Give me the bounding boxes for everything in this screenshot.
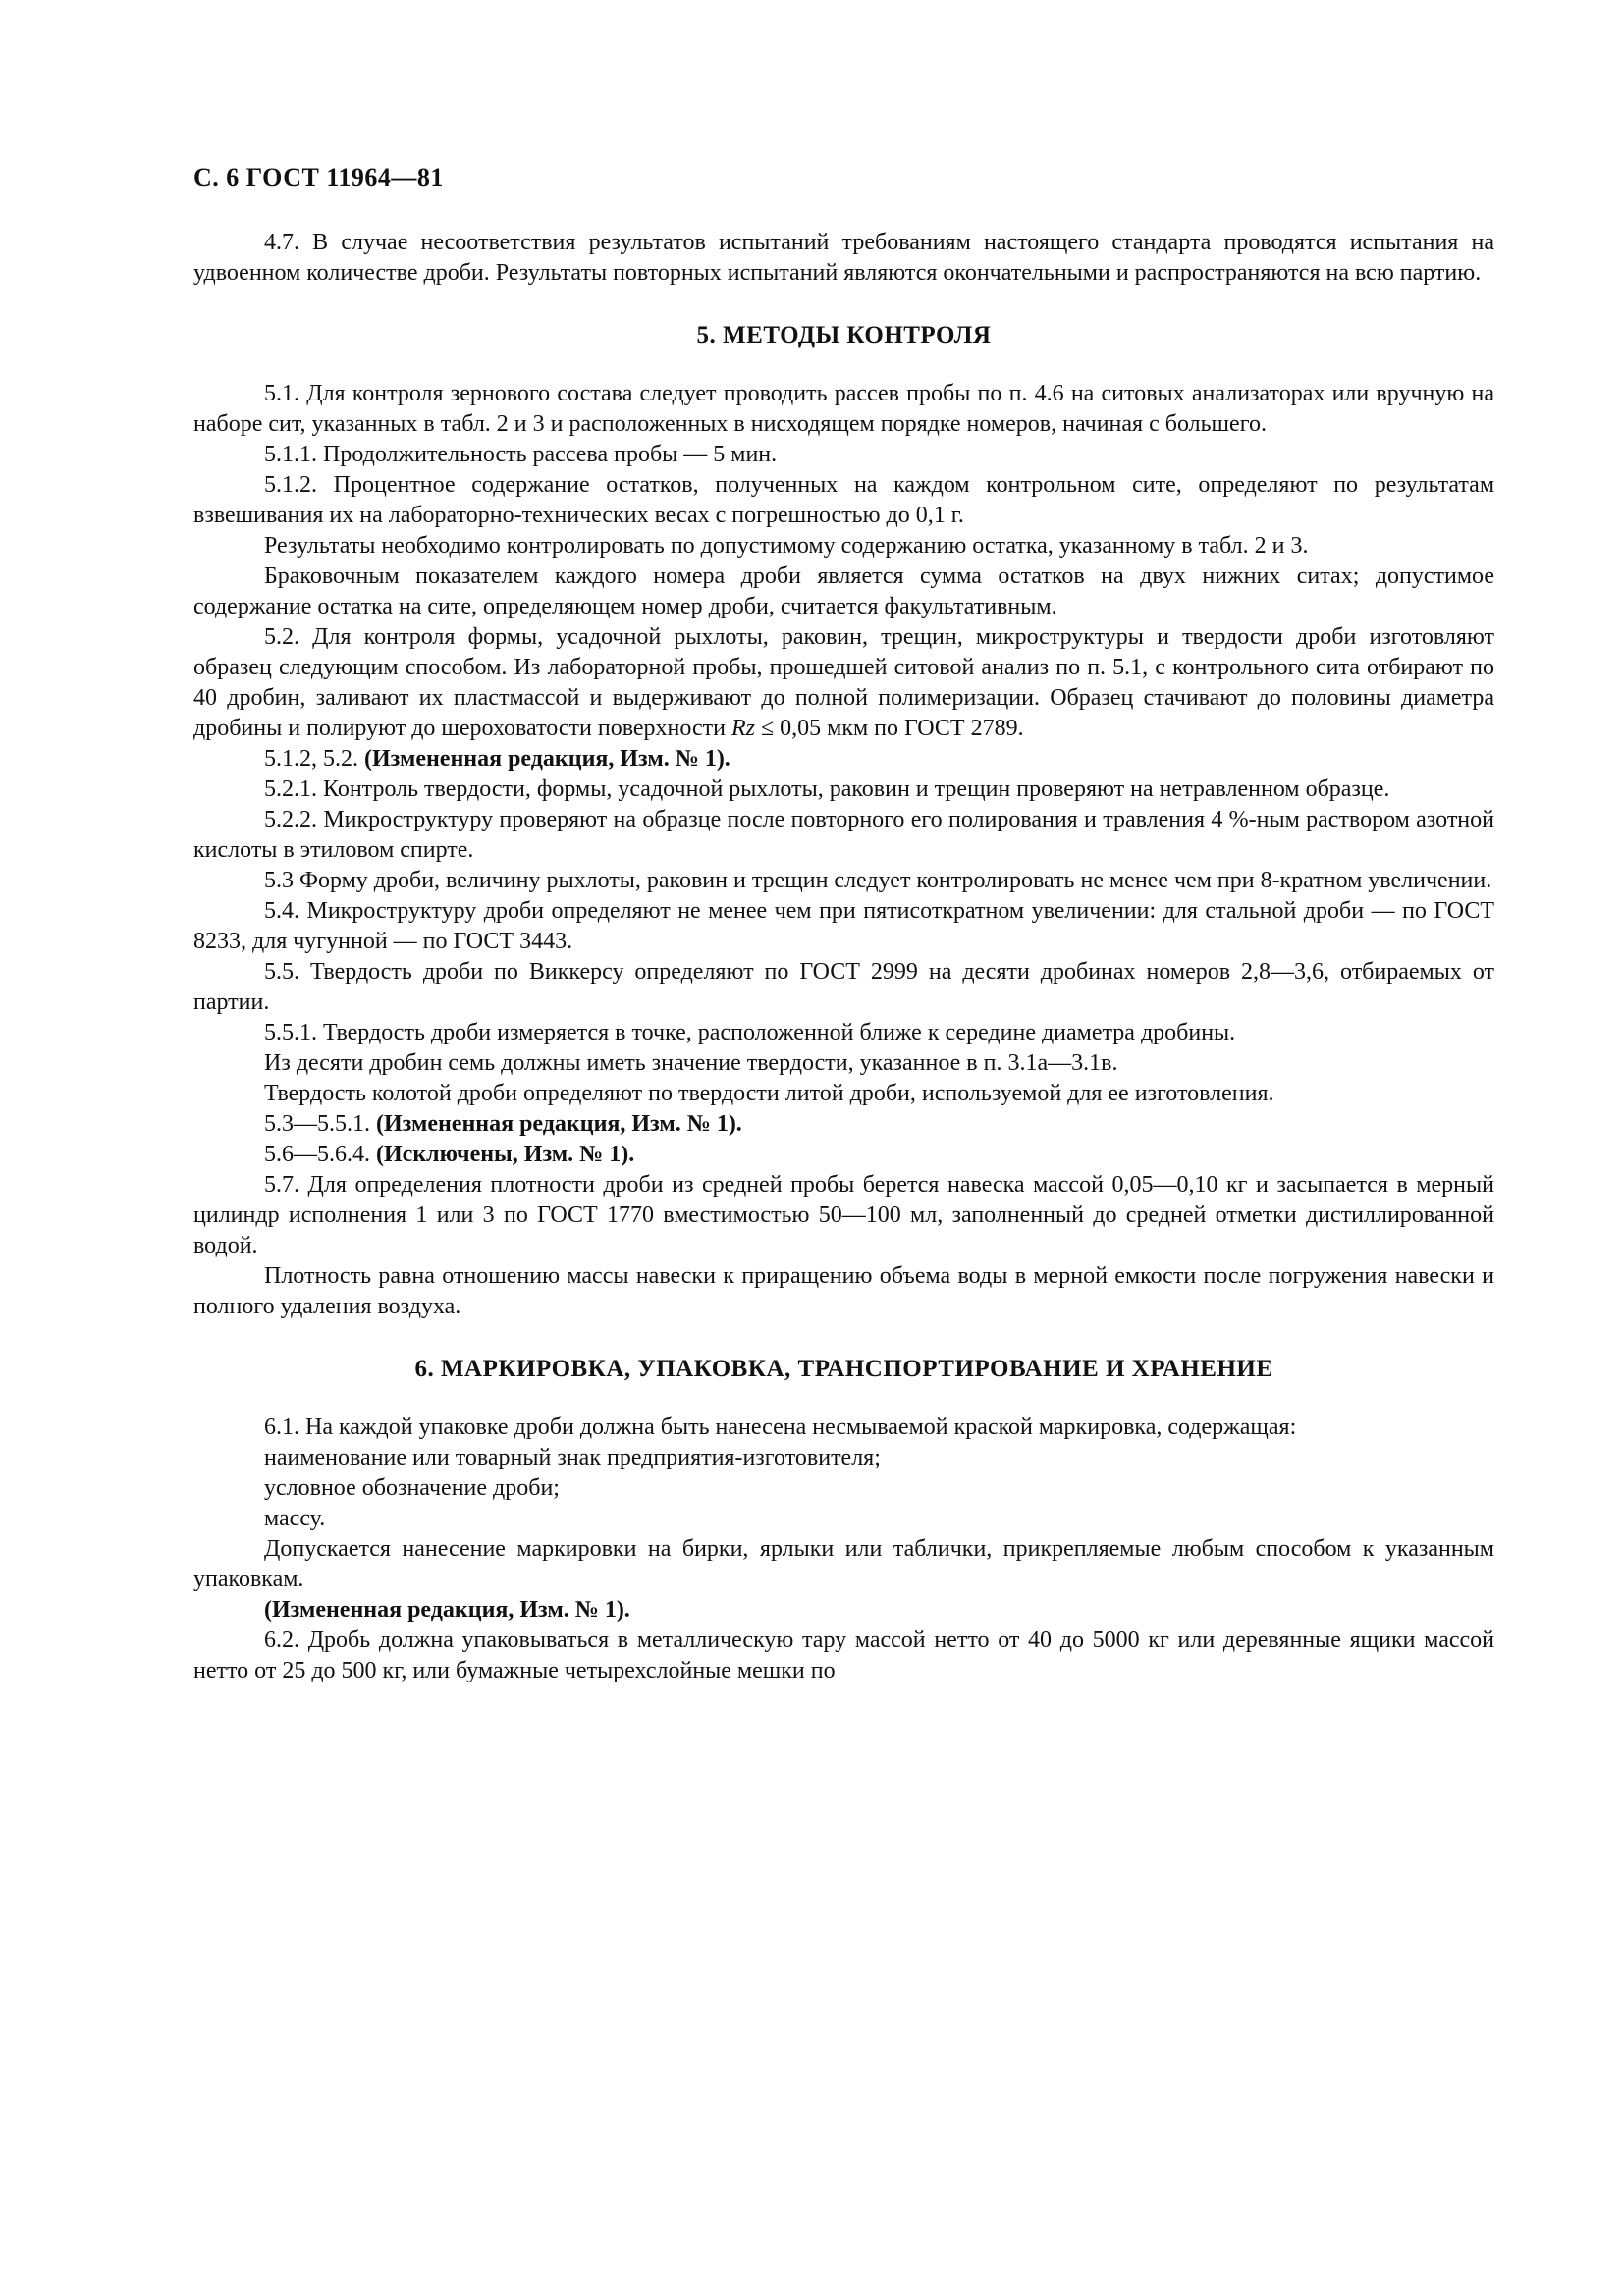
- paragraph-5-2-text: 5.2. Для контроля формы, усадочной рыхлоты, раковин, трещин, микроструктуры и твердости дроби изготовляют образец следующим способом. Из лабораторной пробы, прошедшей ситовой анализ по п. 5.1, с контрольного сита отбирают по 40 дробин, заливают их пластмассой и выдерживают до полной полимеризации. Образец стачивают до половины диаметра дробины и полируют до шероховатости поверхности: [193, 624, 1494, 741]
- paragraph-5-3: 5.3 Форму дроби, величину рыхлоты, раковин и трещин следует контролировать не менее чем при 8-кратном увеличении.: [264, 868, 1492, 893]
- paragraph-density: Плотность равна отношению массы навески к приращению объема воды в мерной емкости после погружения навески и полного удаления воздуха.: [193, 1263, 1494, 1319]
- amendment-note-3: [193, 1140, 1494, 1170]
- paragraph-results: Результаты необходимо контролировать по допустимому содержанию остатка, указанному в табл. 2 и 3.: [264, 533, 1309, 559]
- marking-item-1: наименование или товарный знак предприятия-изготовителя;: [264, 1445, 881, 1470]
- paragraph-6-2: 6.2. Дробь должна упаковываться в металлическую тару массой нетто от 40 до 5000 кг или деревянные ящики массой нетто от 25 до 500 кг, или бумажные четырехслойные мешки по: [193, 1628, 1494, 1683]
- paragraph-5-2-tail: ≤ 0,05 мкм по ГОСТ 2789.: [754, 716, 1024, 741]
- section-5-title: 5. МЕТОДЫ КОНТРОЛЯ: [696, 322, 992, 348]
- page-header: С. 6 ГОСТ 11964—81: [193, 163, 444, 191]
- paragraph-5-5: 5.5. Твердость дроби по Виккерсу определяют по ГОСТ 2999 на десяти дробинах номеров 2,8—3,6, отбираемых от партии.: [193, 959, 1494, 1015]
- paragraph-5-7: 5.7. Для определения плотности дроби из средней пробы берется навеска массой 0,05—0,10 кг и засыпается в мерный цилиндр исполнения 1 или 3 по ГОСТ 1770 вместимостью 50—100 мл, заполненный до средней отметки дистиллированной водой.: [193, 1172, 1494, 1258]
- amendment-2-clauses: 5.3—5.5.1.: [264, 1111, 370, 1137]
- paragraph-6-1: 6.1. На каждой упаковке дроби должна быть нанесена несмываемой краской маркировка, содержащая:: [264, 1415, 1297, 1440]
- paragraph-5-1: 5.1. Для контроля зернового состава следует проводить рассев пробы по п. 4.6 на ситовых анализаторах или вручную на наборе сит, указанных в табл. 2 и 3 и расположенных в нисходящем порядке номеров, начиная с большего.: [193, 381, 1494, 437]
- page-content: [193, 228, 1494, 1686]
- amendment-note-4: (Измененная редакция, Изм. № 1).: [264, 1597, 630, 1623]
- paragraph-rejection-indicator: Браковочным показателем каждого номера дроби является сумма остатков на двух нижних ситах; допустимое содержание остатка на сите, определяющем номер дроби, считается факультативным.: [193, 563, 1494, 619]
- amendment-1-text: (Измененная редакция, Изм. № 1).: [364, 746, 730, 772]
- amendment-2-text: (Измененная редакция, Изм. № 1).: [376, 1111, 742, 1137]
- amendment-note-1: [193, 744, 1494, 774]
- paragraph-5-4: 5.4. Микроструктуру дроби определяют не менее чем при пятисоткратном увеличении: для стальной дроби — по ГОСТ 8233, для чугунной — по ГОСТ 3443.: [193, 898, 1494, 954]
- paragraph-5-1-1: 5.1.1. Продолжительность рассева пробы — 5 мин.: [264, 442, 778, 467]
- marking-item-3: массу.: [264, 1506, 326, 1531]
- roughness-symbol: Rz: [730, 716, 755, 741]
- section-6-title: 6. МАРКИРОВКА, УПАКОВКА, ТРАНСПОРТИРОВАНИЕ И ХРАНЕНИЕ: [414, 1356, 1273, 1382]
- marking-item-2: условное обозначение дроби;: [264, 1475, 560, 1501]
- amendment-3-clauses: 5.6—5.6.4.: [264, 1142, 370, 1167]
- paragraph-4-7: 4.7. В случае несоответствия результатов испытаний требованиям настоящего стандарта проводятся испытания на удвоенном количестве дроби. Результаты повторных испытаний являются окончательными и распространяются на всю партию.: [193, 230, 1494, 286]
- paragraph-5-2-1: 5.2.1. Контроль твердости, формы, усадочной рыхлоты, раковин и трещин проверяют на нетравленном образце.: [264, 776, 1390, 802]
- paragraph-ten-shots: Из десяти дробин семь должны иметь значение твердости, указанное в п. 3.1а—3.1в.: [264, 1050, 1118, 1076]
- amendment-3-text: (Исключены, Изм. № 1).: [376, 1142, 635, 1167]
- amendment-1-clauses: 5.1.2, 5.2.: [264, 746, 358, 772]
- paragraph-crushed-shot: Твердость колотой дроби определяют по твердости литой дроби, используемой для ее изготовления.: [264, 1081, 1274, 1106]
- paragraph-5-1-2: 5.1.2. Процентное содержание остатков, полученных на каждом контрольном сите, определяют по результатам взвешивания их на лабораторно-технических весах с погрешностью до 0,1 г.: [193, 472, 1494, 528]
- paragraph-5-5-1: 5.5.1. Твердость дроби измеряется в точке, расположенной ближе к середине диаметра дробины.: [264, 1020, 1236, 1045]
- paragraph-allowance: Допускается нанесение маркировки на бирки, ярлыки или таблички, прикрепляемые любым способом к указанным упаковкам.: [193, 1536, 1494, 1592]
- paragraph-5-2: [193, 622, 1494, 744]
- amendment-note-2: [193, 1109, 1494, 1140]
- paragraph-5-2-2: 5.2.2. Микроструктуру проверяют на образце после повторного его полирования и травления 4 %-ным раствором азотной кислоты в этиловом спирте.: [193, 807, 1494, 863]
